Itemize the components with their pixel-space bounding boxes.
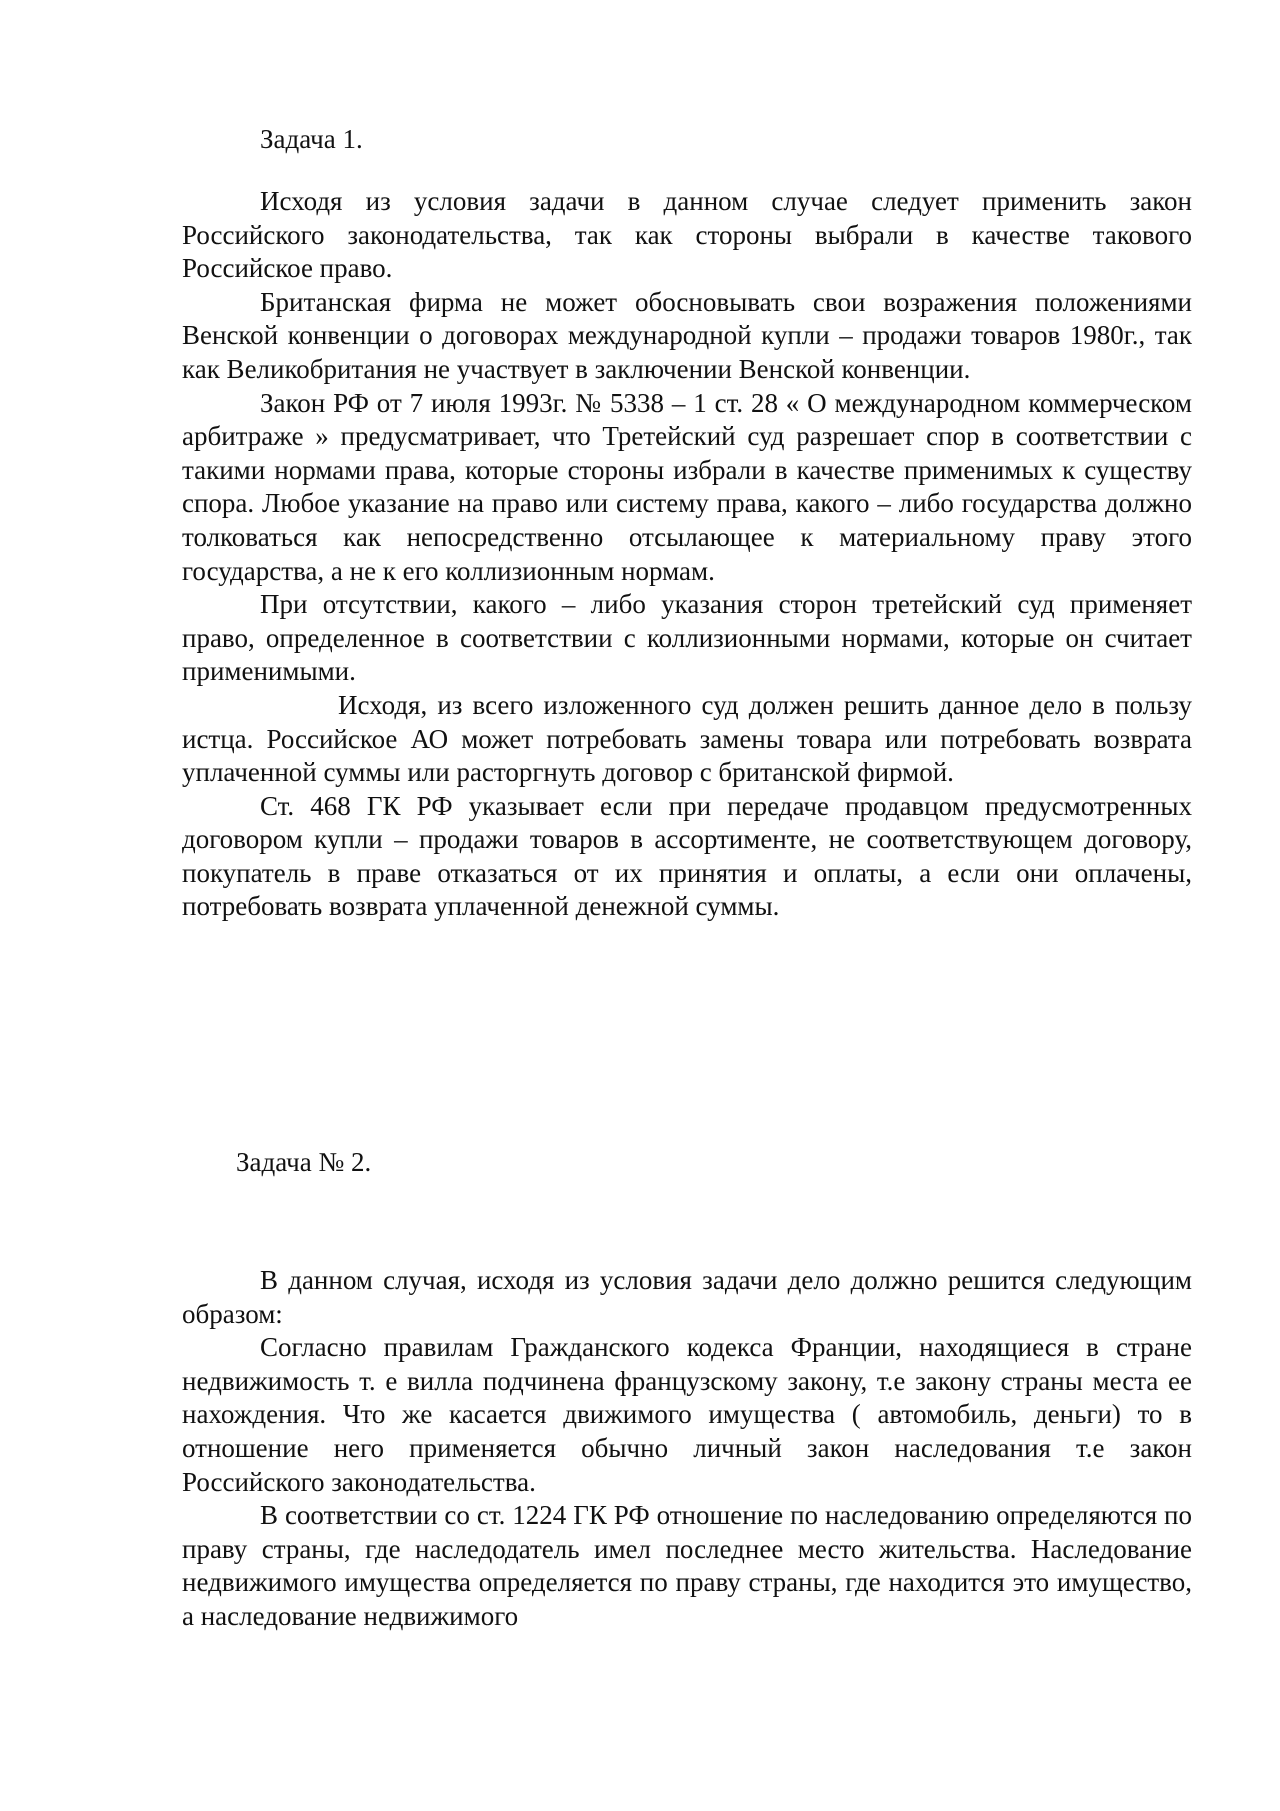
task1-paragraph-2: Британская фирма не может обосновывать свои возражения положениями Венской конвенции о договорах международной купли – продажи товаров 1980г., так как Великобритания не участвует в заключении Венской конвенции. — [182, 286, 1192, 384]
task2-paragraph-3: В соответствии со ст. 1224 ГК РФ отношение по наследованию определяются по праву страны, где наследодатель имел последнее место жительства. Наследование недвижимого имущества определяется по праву страны, где находится это имущество, а наследование недвижимого — [182, 1500, 1192, 1631]
task2-body — [182, 1264, 1192, 1634]
task1-paragraph-3: Закон РФ от 7 июля 1993г. № 5338 – 1 ст. 28 « О международном коммерческом арбитраже » предусматривает, что Третейский суд разрешает спор в соответствии с такими нормами права, которые стороны избрали в качестве применимых к существу спора. Любое указание на право или систему права, какого – либо государства должно толковаться как непосредственно отсылающее к материальному праву этого государства, а не к его коллизионным нормам. — [182, 387, 1192, 586]
task2-paragraph-2: Согласно правилам Гражданского кодекса Франции, находящиеся в стране недвижимость т. е вилла подчинена французскому закону, т.е закону страны места ее нахождения. Что же касается движимого имущества ( автомобиль, деньги) то в отношение него применяется обычно личный закон наследования т.е закон Российского законодательства. — [182, 1332, 1192, 1497]
task1-paragraph-6: Ст. 468 ГК РФ указывает если при передаче продавцом предусмотренных договором купли – продажи товаров в ассортименте, не соответствующем договору, покупатель в праве отказаться от их принятия и оплаты, а если они оплачены, потребовать возврата уплаченной денежной суммы. — [182, 790, 1192, 922]
task1-title: Задача 1. — [260, 124, 363, 154]
task1-body — [182, 185, 1192, 924]
task2-title: Задача № 2. — [236, 1147, 372, 1177]
task1-paragraph-4: При отсутствии, какого – либо указания сторон третейский суд применяет право, определенное в соответствии с коллизионными нормами, которые он считает применимыми. — [182, 589, 1192, 687]
task2-paragraph-1: В данном случая, исходя из условия задачи дело должно решится следующим образом: — [182, 1265, 1192, 1329]
task1-paragraph-1: Исходя из условия задачи в данном случае следует применить закон Российского законодательства, так как стороны выбрали в качестве такового Российское право. — [182, 186, 1192, 284]
task1-paragraph-5: Исходя, из всего изложенного суд должен решить данное дело в пользу истца. Российское АО может потребовать замены товара или потребовать возврата уплаченной суммы или расторгнуть договор с британской фирмой. — [182, 689, 1192, 788]
